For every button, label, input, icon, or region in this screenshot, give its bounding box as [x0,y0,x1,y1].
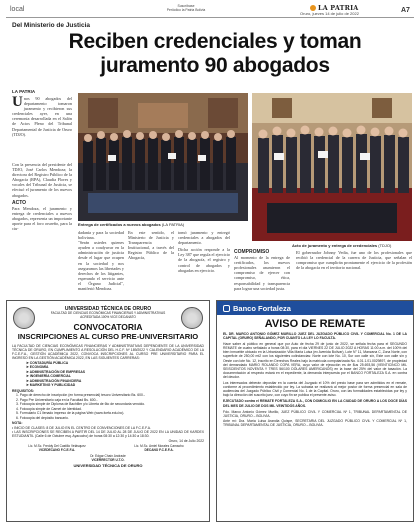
career-item: ➤ ADMINISTRACIÓN DE EMPRESAS [26,369,86,374]
photo-caption-1: Entrega de certificados a nuevos abogados (LA PATRIA) [78,222,185,227]
article-column-4: COMPROMISO Al momento de la entrega de certificados, los nuevos profesionales asumieron el compromiso de ejercer con compromiso, ética, responsabilidad y transparencia para lograr una sociedad justa. [234,249,290,291]
career-item: ➤ ADMINISTRACIÓN FINANCIERA [26,378,82,383]
byline: LA PATRIA [12,89,36,94]
auction-executed: EJECUTADO contra el REMATE FORTALEZA S.A., CON DOMICILIO EN LA CIUDAD DE ORURO A LOS DOCE DÍAS DEL MES DE JULIO DE DOS MIL VEINTIDÓS AÑOS. [223,399,407,408]
bank-logo-icon [223,305,230,312]
signature-vicedean: Lic. M.Sc. Freddy Del Castillo Velásquez VICEDECANO F.C.E.F.A. [28,444,86,453]
requirement-item: 2. Pago Pre Universitario caja en la Facultad Bs. 600.- [16,397,98,402]
dateline: Oruro, jueves 14 de julio de 2022 [300,11,359,16]
article-column-2b: En este sentido, el Ministerio de Justicia y Transparencia Institucional, a través del Registro Público de la Abogacía, [128,230,174,261]
subhead-acto: ACTO [12,199,27,206]
call-intro: LA FACULTAD DE CIENCIAS ECONÓMICAS FINANCIERAS Y ADMINISTRATIVAS DEPENDIENTE DE LA UNIVERSIDAD TÉCNICA DE ORURO, EN CUMPLIMIENTO A RESOLUCIÓN DEL H.C.F. Nº 189/2022 Y CALENDARIO ACADÉMICO DE LA F.C.E.F.A., GESTIÓN ACADÉMICA 2022, CONVOCA INSCRIPCIONES AL CURSO PRE UNIVERSITARIO PARA EL INGRESO EN LA GESTIÓN ACADÉMICA 2022, EN LAS SIGUIENTES CARRERAS: [12,343,204,360]
subhead-compromiso: COMPROMISO [234,249,270,255]
faculty-seal-icon [181,307,203,329]
page-number: A7 [401,7,410,14]
article-kicker: Del Ministerio de Justicia [12,22,91,29]
drop-cap: U [12,94,23,110]
note-item: • LAS INSCRIPCIONES SE RECIBEN A PARTIR DEL 14 DE JULIO AL 28 DE JULIO DE 2022 EN LA UNIDAD DE KARDEX ESTUDIANTIL (Calle 6 de Octubre esq. Ayacucho) de horas 08:30 a 12:30 y 14:30 a 18:30. [12,430,204,439]
auction-title: AVISO DE REMATE [264,318,366,330]
subscribe-label: Suscríbase [177,4,195,8]
article-column-2: dadanía y para la sociedad boliviana. "Serán ustedes quienes ayuden a coadyuvar en la administración de justicia desde el lugar que ocupen en la sociedad y nos aseguramos las libertades y derechos de los litigantes, esperando el servicio ante el Órgano Judicial", manifestó Mendoza. [78,230,124,292]
note-item: • INICIO DE CLASES: 8 DE JULIO EN EL CENTRO DE CONVENCIONES DE LA F.C.E.F.A. [12,425,151,430]
bank-banner [217,301,413,315]
requirement-item: 6. Fotocopia del depósito bancario. [16,415,69,420]
article-column-3: tomó juramento y entregó credenciales a abogados del departamento. Dicha acción responde a la Ley 387 que regula el ejercicio de la abogacía, el registro y control de abogados y abogadas en ejercicio. [178,230,230,273]
signature-dean: Lic. M.Sc. Amiel Morales Camacho DECANO F.C.E.F.A. [134,444,184,453]
career-item: ➤ INGENIERÍA COMERCIAL [26,374,71,379]
section-label: local [10,6,25,13]
subscribe-promo[interactable] [156,4,216,12]
ad-footer: UNIVERSIDAD TÉCNICA DE ORURO [73,462,143,468]
career-item: ➤ ECONOMÍA [26,365,49,370]
requirement-item: 5. Formulario C1 llenado impreso de la página Web (www.fcefa.edu.bo). [16,411,125,416]
ad-auction-notice [216,300,414,522]
career-list [26,361,204,388]
requirements-title: REQUISITOS: [12,388,34,393]
notes-title: NOTA: [12,421,23,426]
signatures-row [12,445,204,453]
accreditation: ACREDITADA 100% VICE DECANATO [80,314,136,319]
university-name: UNIVERSIDAD TÉCNICA DE ORURO [64,306,152,312]
auction-details: Hace saber al público en general que por Auto de fecha 29 de junio de 2022, se señala fecha para el SEGUNDO REMATE de cuatro señalado a horas 08:30, para el día VIERNES 22 DE JULIO 2022 A HORAS 11:00 a.m. del 100% del bien inmueble ubicado en la Urbanización Villa Maria Luisa (ex Avenida Bolívar), Lote N° 11, Manzana C, Zona Norte, con superficie de 250,00 mt2 con los siguientes colindancias: Norte con lote No. 10, Sur con calle s/n, Este con calle s/n y Oeste con lote No. 12, inscrito en Derechos Reales bajo la matrícula computarizada No. 4.01.1.01.0029897, de propiedad del demandado MARIO ROLANDO COPA VERA, cuyo valor de ejecución es de $us 25.693,56 (VEINTICINCO MIL SEISCIENTOS NOVENTA Y TRES 56/100 DÓLARES AMERICANOS) en la base del 25% del valor de tasación. La documentación al respecto estará en el expediente, la demanda interpuesta por el BANCO FORTALEZA S.A. en contra del deudor. [223,342,407,379]
ad-title-convocatoria: CONVOCATORIA [73,321,143,332]
article-column-1: Unos 90 abogados del departamento tomaron juramento y recibieron sus credenciales ayer, en una ceremonia desarrollada en el Salón de Actos Pleno del Tribunal Departamental de Justicia de Oruro (TDJO). [12,94,72,137]
ad-university-call [6,300,210,522]
signature-vicerector: Dr. Edgar Chaín Andrade VICERRECTOR U.T.O. [90,453,126,462]
requirements-list [16,393,204,420]
ad-title-inscripciones: INSCRIPCIONES AL CURSO PRE-UNIVERSITARIO [17,332,199,342]
faculty-name: FACULTAD DE CIENCIAS ECONÓMICAS FINANCIERAS Y ADMINISTRATIVAS [50,311,166,315]
requirement-item: 4. Fotocopia simple de Carnet de Identidad. [16,406,82,411]
article-column-1b: Con la presencia del presidente del TDJO, José Carlos Mendoza; la directora del Registro Público de la Abogacía (RPA), Claudia Flores y vocales del Tribunal de Justicia, se efectuó el juramento de los nuevos abogados. ACTO Para Mendoza, el juramento y entrega de credenciales a nuevos abogados, representa un importante aporte para el foro orureño, para la ciu- [12,162,72,232]
photo-certificates [78,93,248,221]
auction-conditions: Los interesados deberán depositar en la cuenta del Juzgado el 10% del precio base para ser admitidos en el remate, conforme al procedimiento establecido por ley. La subasta se realizará al mejor postor de forma presencial en sala de audiencias del Juzgado Público Civil y Comercial No. 1 de la Capital. Oruro, con las formalidades establecidas por ley y bajo la dirección del suscrito juez, con cuyo fin se publica el presente aviso. [223,381,407,398]
requirement-item: 3. Fotocopia simple de Diploma de Bachiller y/o Libreta de 6to de secundaria vencido. [16,402,146,407]
career-item: ➤ MARKETING Y PUBLICIDAD [26,383,76,388]
photo-caption-2: Acto de juramento y entrega de credenciales (TDJO) [292,243,392,248]
requirement-item: 1. Pago de derecho de inscripción (en forma presencial) tesoro Universitario Bs. 600.- [16,393,145,398]
article-column-5: El gobernador Johnny Vedia, fue uno de los profesionales que recibió la credencial de la carrera de Justicia, que señalan el compromiso que cumplirán prontamente el ejercicio de la profesión de la abogacía en el territorio nacional. [296,250,412,271]
place-date: Oruro, 14 de Julio 2022 [168,439,204,444]
university-seal-icon [13,307,35,329]
auction-judge: EL DR. MARCO ANTONIO GÓMEZ MURILLO JUEZ DEL JUZGADO PÚBLICO CIVIL Y COMERCIAL No. 1 DE LA CAPITAL (ORURO) SEÑALANDO, POR CUANTO LA LEY LO FACULTA. [223,332,407,341]
bank-name: Banco Fortaleza [233,304,291,313]
newspaper-logo: LA PATRIA [310,4,358,12]
page-header [6,4,414,18]
auction-signed: Fdo. Marco Antonio Gómez Murillo, JUEZ PÚBLICO CIVIL Y COMERCIAL Nº 1, TRIBUNAL DEPARTAMENTAL DE JUSTICIA, ORURO – BOLIVIA. [223,409,407,418]
social-handle: Periódico la Patria Bolivia [166,8,206,12]
auction-secretary: Ante mí: Dra. María Luisa Arandia Quispe, SECRETARIA DEL JUZGADO PÚBLICO CIVIL Y COMERCIAL Nº 1, TRIBUNAL DEPARTAMENTAL DE JUSTICIA, ORURO – BOLIVIA. [223,418,407,427]
article-headline: Reciben credenciales y toman juramento 90 abogados [68,30,362,77]
career-item: ➤ CONTADURÍA PÚBLICA [26,360,69,365]
photo-oath [252,93,412,241]
